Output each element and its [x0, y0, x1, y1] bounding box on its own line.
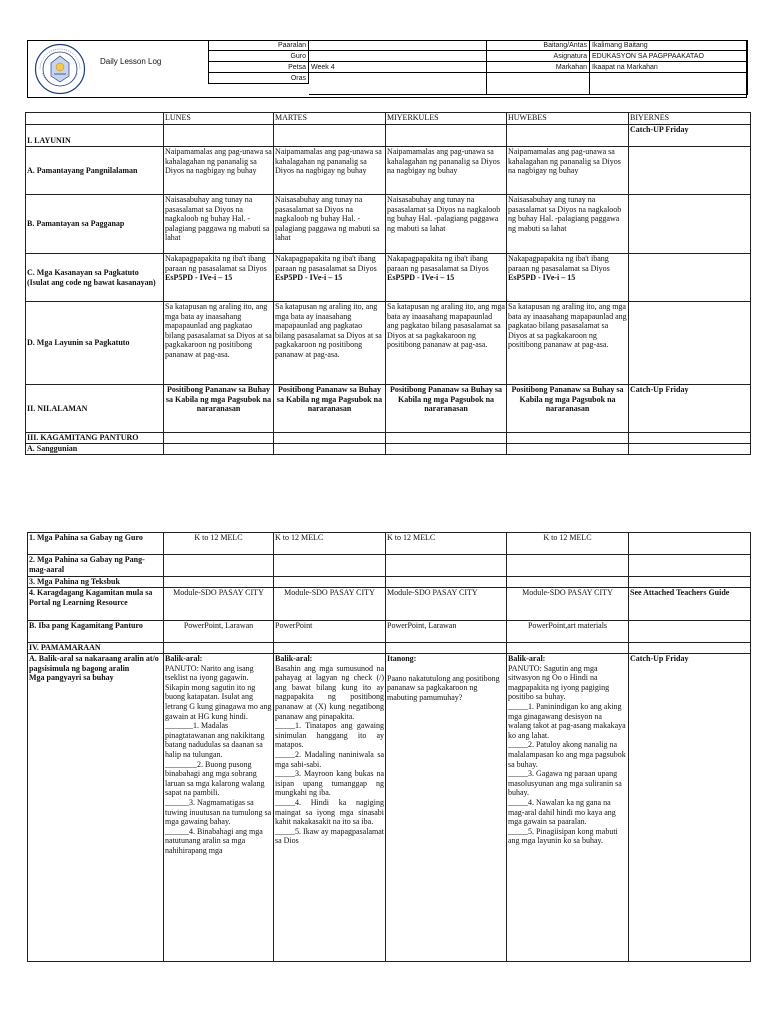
cell-text: Nakapagpapakita ng iba't ibang paraan ng pasasalamat sa Diyos: [508, 254, 610, 273]
header-value: [309, 51, 487, 62]
header-label: Guro: [208, 51, 309, 62]
cell-text: Catch-Up Friday: [629, 654, 751, 962]
header-block: [27, 40, 747, 98]
header-row: [208, 73, 748, 84]
cell-text: Sa katapusan ng araling ito, ang mga bata ay inaasahang mapapaunlad ang pagkatao bilang pasasalamat sa Diyos at sa pagkakaroon ng positibong pananaw at pag-asa.: [507, 302, 629, 385]
cell-text: PowerPoint,art materials: [507, 621, 629, 643]
pamantayang-row: [26, 147, 751, 195]
cell-text: Module-SDO PASAY CITY: [386, 588, 507, 621]
cell-text: Positibong Pananaw sa Buhay sa Kabila ng mga Pagsubok na nararanasan: [507, 385, 629, 433]
activity-heading: Itanong:: [387, 654, 417, 663]
row-label: B. Iba pang Kagamitang Panturo: [28, 621, 164, 643]
header-value: Week 4: [309, 62, 487, 73]
row-label: II. NILALAMAN: [26, 385, 164, 433]
row-label: 4. Karagdagang Kagamitan mula sa Portal ng Learning Resource: [28, 588, 164, 621]
cell-text: Naipamamalas ang pag-unawa sa kahalagahan ng pananalig sa Diyos na nagbigay ng buhay: [386, 147, 507, 195]
header-value: Ikalimang Baitang: [590, 40, 748, 51]
header-value: EDUKASYON SA PAGPPAAKATAO: [590, 51, 748, 62]
cell-text: Module-SDO PASAY CITY: [507, 588, 629, 621]
cell-text: Module-SDO PASAY CITY: [164, 588, 274, 621]
competency-code: EsP5PD - IVe-i – 15: [275, 273, 343, 283]
header-row: [208, 62, 748, 73]
cell-text: Catch-Up Friday: [629, 385, 751, 433]
teksbuk-row: [28, 577, 751, 588]
cell-text: Naisasabuhay ang tunay na pasasalamat sa Diyos na nagkaloob ng buhay Hal. -palagiang paggawa ng mabuti sa lahat: [386, 195, 507, 254]
row-label: 3. Mga Pahina ng Teksbuk: [28, 577, 164, 588]
cell-text: Nakapagpapakita ng iba't ibang paraan ng pasasalamat sa Diyos: [165, 254, 267, 273]
cell-text: Naipamamalas ang pag-unawa sa kahalagahan ng pananalig sa Diyos na nagbigay ng buhay: [164, 147, 274, 195]
pamamaraan-row: [28, 643, 751, 654]
pagganap-row: [26, 195, 751, 254]
row-label: B. Pamantayan sa Pagganap: [26, 195, 164, 254]
cell-text: Sa katapusan ng araling ito, ang mga bata ay inaasahang mapapaunlad ang pagkatao bilang pasasalamat sa Diyos at sa pagkakaroon ng positibong pananaw at pag-asa.: [274, 302, 386, 385]
cell-text: PowerPoint: [274, 621, 386, 643]
row-label: 2. Mga Pahina sa Gabay ng Pang-mag-aaral: [28, 555, 164, 577]
gabay-guro-row: [28, 533, 751, 555]
document-title: Daily Lesson Log: [100, 57, 162, 66]
layunin-d-row: [26, 302, 751, 385]
cell-text: K to 12 MELC: [164, 533, 274, 555]
section-heading: I. LAYUNIN: [26, 125, 164, 147]
lesson-table-bottom: [27, 532, 751, 962]
section-heading: IV. PAMAMARAAN: [28, 643, 164, 654]
header-label: Asignatura: [487, 51, 590, 62]
header-label: Markahan: [487, 62, 590, 73]
cell-text: K to 12 MELC: [386, 533, 507, 555]
gabay-aaral-row: [28, 555, 751, 577]
cell-text: Positibong Pananaw sa Buhay sa Kabila ng mga Pagsubok na nararanasan: [386, 385, 507, 433]
cell-text: Positibong Pananaw sa Buhay sa Kabila ng mga Pagsubok na nararanasan: [164, 385, 274, 433]
competency-code: EsP5PD - IVe-i – 15: [165, 273, 233, 283]
layunin-row: [26, 125, 751, 147]
header-label: Paaralan: [208, 40, 309, 51]
karagdagang-row: [28, 588, 751, 621]
header-row: [208, 40, 748, 51]
activity-body: PANUTO: Sagutin ang mga sitwasyon ng Oo o Hindi na magpapakita ng iyong pagiging positibo sa buhay. _____1. Paninindigan ko ang aking mga ginagawang desisyon na walang takot at pag-asang makakaya ko ang lahat. _____2. Patuloy akong nanalig na malalampasan ko ang mga pagsubok sa buhay. _____3. Gagawa ng paraan upang masolusyunan ang mga suliranin sa buhay. _____4. Nawalan ka ng gana na mag-aral dahil hindi mo kaya ang mga gawain sa paaralan. _____5. Pinagiisipan kong mabuti ang mga layunin ko sa buhay.: [508, 663, 626, 846]
header-value: Ikaapat na Markahan: [590, 62, 748, 73]
row-label: A. Pamantayang Pangnilalaman: [26, 147, 164, 195]
day-header: MARTES: [274, 113, 386, 125]
activity-heading: Balik-aral:: [275, 654, 313, 663]
row-label: A. Sanggunian: [26, 444, 164, 455]
header-label: Petsa: [208, 62, 309, 73]
cell-text: Nakapagpapakita ng iba't ibang paraan ng pasasalamat sa Diyos: [387, 254, 489, 273]
row-label: D. Mga Layunin sa Pagkatuto: [26, 302, 164, 385]
deped-seal-icon: [34, 43, 86, 95]
cell-text: PowerPoint, Larawan: [164, 621, 274, 643]
day-header: BIYERNES: [629, 113, 751, 125]
header-label: Baitang/Antas: [487, 40, 590, 51]
nilalaman-row: [26, 385, 751, 433]
cell-text: Naisasabuhay ang tunay na pasasalamat sa Diyos na nagkaloob ng buhay Hal. -palagiang paggawa ng mabuti sa lahat: [507, 195, 629, 254]
day-header: MIYERKULES: [386, 113, 507, 125]
header-row: [208, 51, 748, 62]
days-header-row: [26, 113, 751, 125]
header-value: [309, 73, 487, 95]
lesson-table-top: [25, 112, 751, 455]
day-header: HUWEBES: [507, 113, 629, 125]
iba-row: [28, 621, 751, 643]
cell-text: Nakapagpapakita ng iba't ibang paraan ng pasasalamat sa Diyos: [275, 254, 377, 273]
day-header: LUNES: [164, 113, 274, 125]
cell-text: Naisasabuhay ang tunay na pasasalamat sa Diyos na nagkaloob ng buhay Hal. -palagiang paggawa ng mabuti sa lahat: [164, 195, 274, 254]
header-label: [487, 73, 590, 95]
cell-text: K to 12 MELC: [507, 533, 629, 555]
cell-text: Naipamamalas ang pag-unawa sa kahalagahan ng pananalig sa Diyos na nagbigay ng buhay: [507, 147, 629, 195]
competency-code: EsP5PD - IVe-i – 15: [387, 273, 455, 283]
activity-heading: Balik-aral:: [165, 654, 203, 663]
activity-heading: Balik-aral:: [508, 654, 546, 663]
cell-text: Sa katapusan ng araling ito, ang mga bata ay inaasahang mapapaunlad ang pagkatao bilang pasasalamat sa Diyos at sa pagkakaroon ng positibong pananaw at pag-asa.: [164, 302, 274, 385]
header-label: Oras: [208, 73, 309, 84]
activity-body: Basahin ang mga sumusunod na pahayag at lagyan ng check (/) ang bawat bilang kung ito ay nagpapakita ng positibong pananaw at (X) kung negatibong pananaw ang pinapakita. _____1. Tinatapos ang gawaing sinimulan hanggang ito ay matapos. _____2. Madaling naniniwala sa mga sabi-sabi. _____3. Mayroon kang bukas na isipan upang tumanggap ng mungkahi ng iba. _____4. Hindi ka nagiging maingat sa iyong mga sinasabi kahit nakakasakit na ito sa iba. _____5. Ikaw ay mapagpasalamat sa Dios: [275, 663, 384, 846]
activity-body: Paano nakatutulong ang positibong pananaw sa pagkakaroon ng mabuting pamumuhay?: [387, 673, 500, 702]
header-value: [309, 40, 487, 51]
cell-text: Naisasabuhay ang tunay na pasasalamat sa Diyos na nagkaloob ng buhay Hal. -palagiang paggawa ng mabuti sa lahat: [274, 195, 386, 254]
section-heading: III. KAGAMITANG PANTURO: [26, 433, 164, 444]
sanggunian-row: [26, 444, 751, 455]
row-label: 1. Mga Pahina sa Gabay ng Guro: [28, 533, 164, 555]
row-label: A. Balik-aral sa nakaraang aralin at/o pagsisimula ng bagong aralin Mga pangyayri sa buhay: [28, 654, 164, 962]
catchup-header: Catch-UP Friday: [629, 125, 751, 147]
cell-text: Module-SDO PASAY CITY: [274, 588, 386, 621]
kasanayan-row: [26, 254, 751, 302]
balik-aral-row: [28, 654, 751, 962]
competency-code: EsP5PD - IVe-i – 15: [508, 273, 576, 283]
row-label: C. Mga Kasanayan sa Pagkatuto (Isulat ang code ng bawat kasanayan): [26, 254, 164, 302]
header-value: [590, 73, 748, 95]
cell-text: PowerPoint, Larawan: [386, 621, 507, 643]
header-info-grid: [208, 40, 748, 98]
cell-text: Positibong Pananaw sa Buhay sa Kabila ng mga Pagsubok na nararanasan: [274, 385, 386, 433]
cell-text: See Attached Teachers Guide: [629, 588, 751, 621]
corner-cell: [26, 113, 164, 125]
activity-body: PANUTO: Narito ang isang tseklist na iyong gagawin. Sikapin mong sagutin ito ng buong katapatan. Isulat ang letrang G kung ginagawa mo ang gawain at HG kung hindi. _______1. Madalas pinagtatawanan ang nakikitang batang nadudulas sa daanan sa halip na tulungan. ________2. Buong pusong binabahagi ang mga sobrang laruan sa mga kalarong walang sapat na pambili. ______3. Nagmamatigas sa tuwing inuutusan na tumulong sa mga gawaing bahay. ______4. Binabahagi ang mga natutunang aralin sa mga nahihirapang mga: [165, 663, 272, 855]
cell-text: Sa katapusan ng araling ito, ang mga bata ay inaasahang mapapaunlad ang pagkatao bilang pasasalamat sa Diyos at sa pagkakaroon ng positibong pananaw at pag-asa.: [386, 302, 507, 385]
kagamitan-row: [26, 433, 751, 444]
cell-text: Naipamamalas ang pag-unawa sa kahalagahan ng pananalig sa Diyos na nagbigay ng buhay: [274, 147, 386, 195]
cell-text: K to 12 MELC: [274, 533, 386, 555]
